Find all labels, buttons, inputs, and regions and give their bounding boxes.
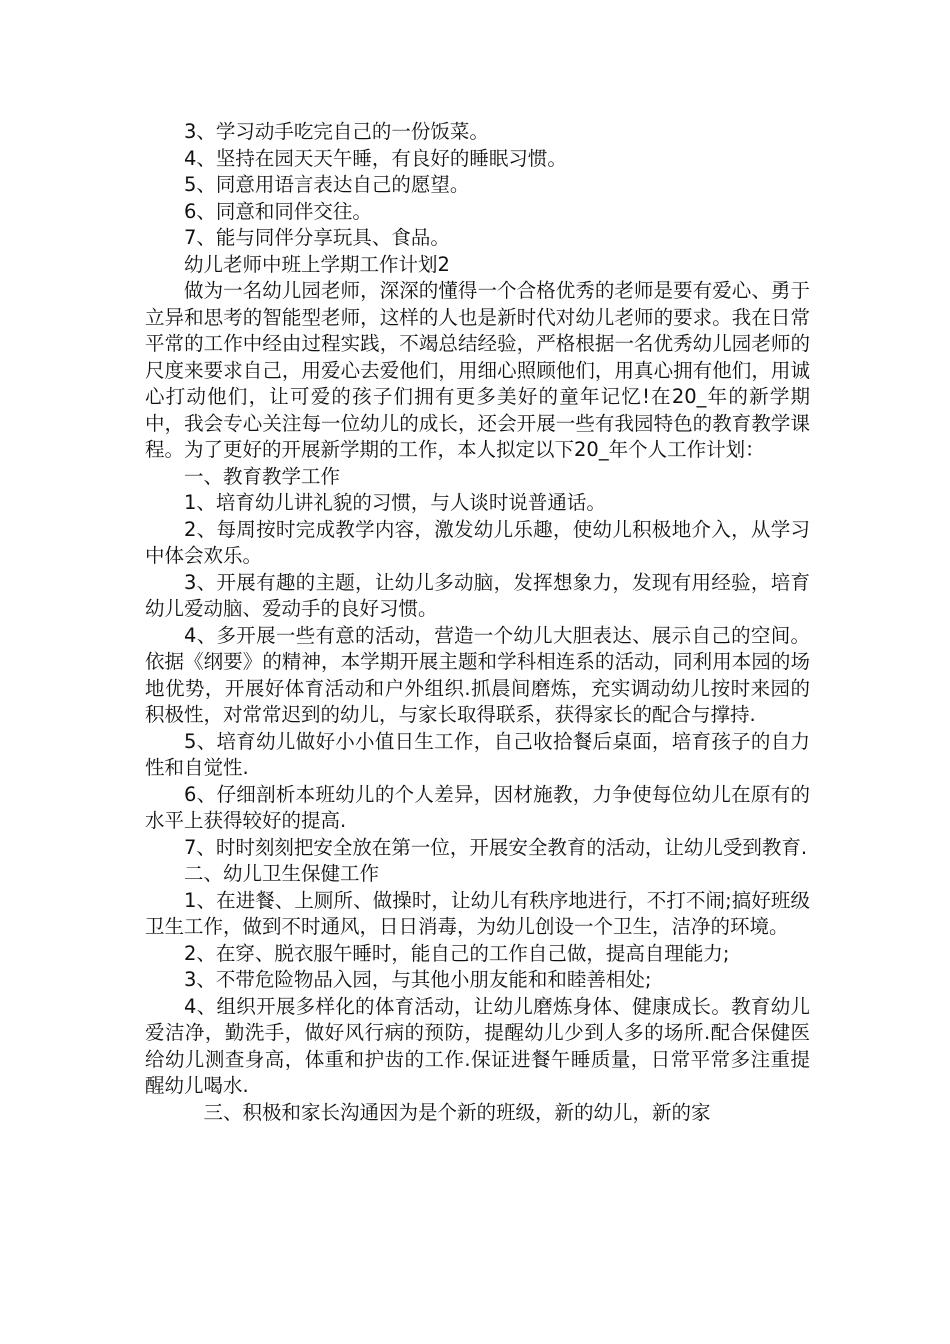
document-body — [145, 119, 810, 1126]
list-item: 7、能与同伴分享玩具、食品。 — [184, 226, 450, 249]
list-item: 4、多开展一些有意的活动，营造一个幼儿大胆表达、展示自己的空间。依据《纲要》的精神，本学期开展主题和学科相连系的活动，同利用本园的场地优势，开展好体育活动和户外组织.抓晨间磨炼，充实调动幼儿按时来园的积极性，对常常迟到的幼儿，与家长取得联系，获得家长的配合与撑持. — [145, 623, 810, 726]
intro-paragraph: 做为一名幼儿园老师，深深的懂得一个合格优秀的老师是要有爱心、勇于立异和思考的智能型老师，这样的人也是新时代对幼儿老师的要求。我在日常平常的工作中经由过程实践，不竭总结经验，严格根据一名优秀幼儿园老师的尺度来要求自己，用爱心去爱他们，用细心照顾他们，用真心拥有他们，用诚心打动他们，让可爱的孩子们拥有更多美好的童年记忆!在20_年的新学期中，我会专心关注每一位幼儿的成长，还会开展一些有我园特色的教育教学课程。为了更好的开展新学期的工作，本人拟定以下20_年个人工作计划： — [145, 279, 810, 461]
list-item: 1、培育幼儿讲礼貌的习惯，与人谈时说普通话。 — [184, 491, 606, 514]
list-item: 7、时时刻刻把安全放在第一位，开展安全教育的活动，让幼儿受到教育. — [184, 835, 808, 859]
section-heading: 二、幼儿卫生保健工作 — [184, 862, 380, 885]
list-item: 2、在穿、脱衣服午睡时，能自己的工作自己做，提高自理能力; — [184, 941, 730, 965]
list-item: 3、不带危险物品入园，与其他小朋友能和和睦善相处; — [184, 968, 652, 991]
list-item: 5、同意用语言表达自己的愿望。 — [184, 173, 470, 196]
section-heading: 三、积极和家长沟通因为是个新的班级，新的幼儿，新的家 — [203, 1100, 711, 1124]
list-item: 1、在进餐、上厕所、做操时，让幼儿有秩序地进行，不打不闹;搞好班级卫生工作，做到不时通风，日日消毒，为幼儿创设一个卫生，洁净的环境。 — [145, 888, 810, 938]
list-item: 6、仔细剖析本班幼儿的个人差异，因材施教，力争使每位幼儿在原有的水平上获得较好的提高. — [145, 782, 810, 832]
document-title: 幼儿老师中班上学期工作计划2 — [184, 252, 450, 276]
section-heading: 一、教育教学工作 — [184, 464, 341, 488]
list-item: 4、坚持在园天天午睡，有良好的睡眠习惯。 — [184, 146, 567, 170]
list-item: 3、开展有趣的主题，让幼儿多动脑，发挥想象力，发现有用经验，培育幼儿爱动脑、爱动手的良好习惯。 — [145, 570, 810, 620]
list-item: 2、每周按时完成教学内容，激发幼儿乐趣，使幼儿积极地介入，从学习中体会欢乐。 — [145, 517, 810, 567]
list-item: 4、组织开展多样化的体育活动，让幼儿磨炼身体、健康成长。教育幼儿爱洁净，勤洗手，做好风行病的预防，提醒幼儿少到人多的场所.配合保健医给幼儿测查身高，体重和护齿的工作.保证进餐午睡质量，日常平常多注重提醒幼儿喝水. — [145, 994, 810, 1097]
list-item: 5、培育幼儿做好小小值日生工作，自己收拾餐后桌面，培育孩子的自力性和自觉性. — [145, 729, 810, 779]
list-item: 6、同意和同伴交往。 — [184, 199, 372, 223]
list-item: 3、学习动手吃完自己的一份饭菜。 — [184, 120, 489, 143]
